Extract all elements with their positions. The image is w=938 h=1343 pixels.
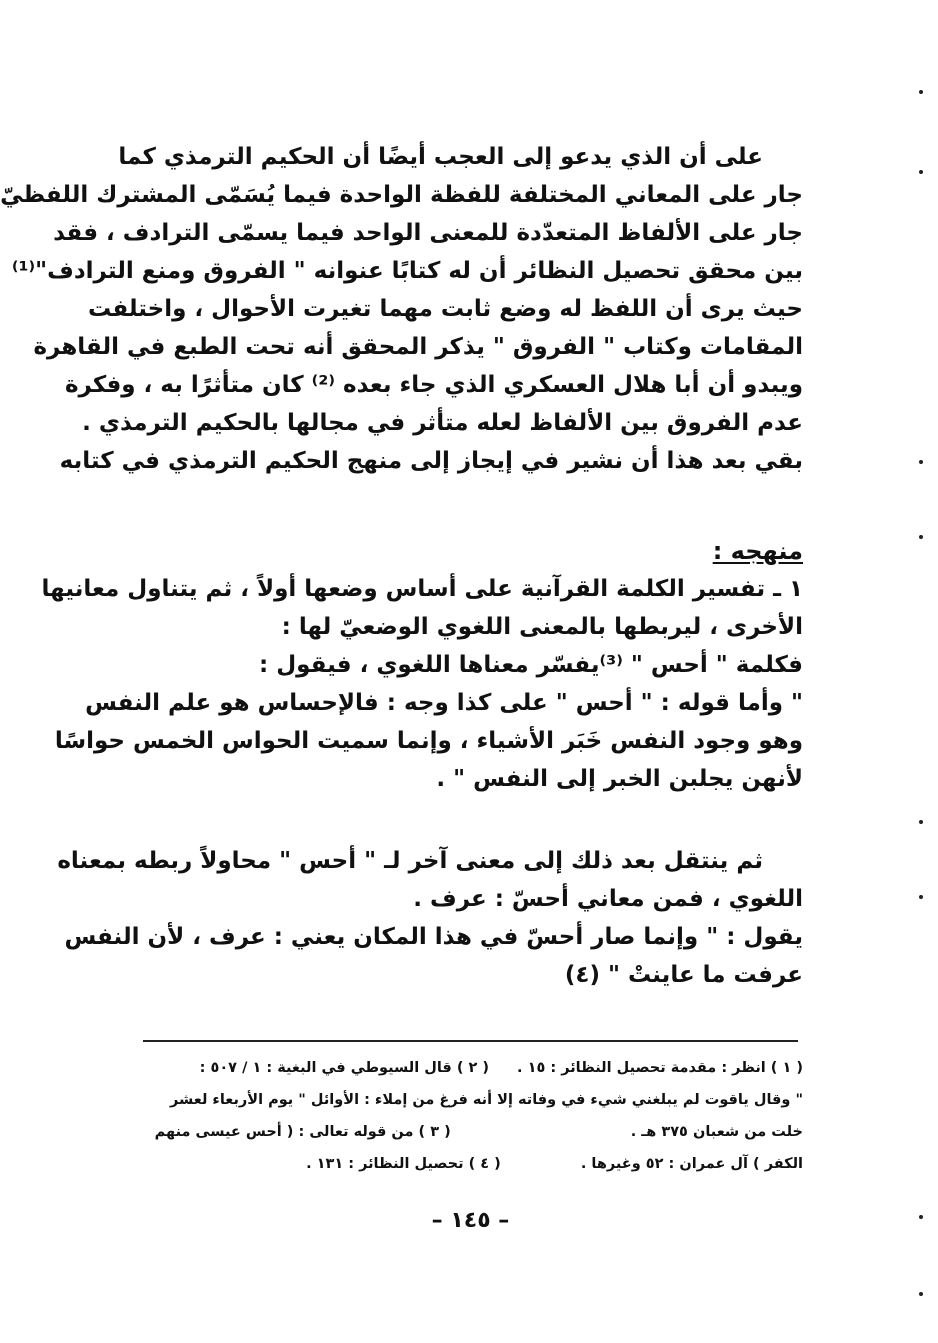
margin-mark bbox=[919, 90, 923, 94]
paragraph-line: بقي بعد هذا أن نشير في إيجاز إلى منهج الحكيم الترمذي في كتابه bbox=[59, 448, 803, 474]
paragraph-line: عدم الفروق بين الألفاظ لعله متأثر في مجالها بالحكيم الترمذي . bbox=[82, 410, 803, 436]
footnote-3: ( ٣ ) من قوله تعالى : ( أحس عيسى منهم bbox=[154, 1124, 451, 1140]
paragraph-line: اللغوي ، فمن معاني أحسّ : عرف . bbox=[413, 886, 803, 912]
footnote-line bbox=[143, 1148, 803, 1180]
paragraph-line: المقامات وكتاب " الفروق " يذكر المحقق أنه تحت الطبع في القاهرة bbox=[33, 334, 803, 360]
footnote-4: ( ٤ ) تحصيل النظائر : ١٣١ . bbox=[306, 1156, 501, 1172]
paragraph-line: على أن الذي يدعو إلى العجب أيضًا أن الحكيم الترمذي كما bbox=[118, 144, 763, 170]
quote-line: وهو وجود النفس خَبَر الأشياء ، وإنما سميت الحواس الخمس حواسًا bbox=[54, 728, 803, 754]
footnote-2-end: خلت من شعبان ٣٧٥ هـ . bbox=[630, 1124, 803, 1140]
paragraph-line: عرفت ما عاينتْ " (٤) bbox=[564, 962, 803, 988]
margin-mark bbox=[919, 1292, 923, 1296]
quote-line: لأنهن يجلبن الخبر إلى النفس " . bbox=[436, 766, 803, 792]
paragraph-line: ويبدو أن أبا هلال العسكري الذي جاء بعده ⁽²⁾ كان متأثرًا به ، وفكرة bbox=[64, 372, 803, 398]
margin-mark bbox=[919, 170, 923, 174]
footnote-separator bbox=[143, 1040, 798, 1042]
footnote-line bbox=[143, 1116, 803, 1148]
paragraph-line: فكلمة " أحس " ⁽³⁾يفسّر معناها اللغوي ، فيقول : bbox=[259, 652, 803, 678]
paragraph-line: بين محقق تحصيل النظائر أن له كتابًا عنوانه " الفروق ومنع الترادف"⁽¹⁾ bbox=[11, 258, 803, 284]
margin-mark bbox=[919, 895, 923, 899]
paragraph-line: ثم ينتقل بعد ذلك إلى معنى آخر لـ " أحس " محاولاً ربطه بمعناه bbox=[57, 848, 763, 874]
footnote-line: " وقال ياقوت لم يبلغني شيء في وفاته إلا أنه فرغ من إملاء : الأوائل " يوم الأربعاء لعشر bbox=[169, 1092, 803, 1108]
paragraph-line: يقول : " وإنما صار أحسّ في هذا المكان يعني : عرف ، لأن النفس bbox=[64, 924, 803, 950]
footnote-1: ( ١ ) انظر : مقدمة تحصيل النظائر : ١٥ . bbox=[517, 1060, 803, 1076]
paragraph-line: ١ ـ تفسير الكلمة القرآنية على أساس وضعها أولاً ، ثم يتناول معانيها bbox=[41, 576, 803, 602]
footnote-3-end: الكفر ) آل عمران : ٥٢ وغيرها . bbox=[580, 1156, 803, 1172]
section-heading: منهجه : bbox=[712, 537, 803, 565]
footnote-2: ( ٢ ) قال السيوطي في البغية : ١ / ٥٠٧ : bbox=[199, 1060, 490, 1076]
paragraph-line: جار على الألفاظ المتعدّدة للمعنى الواحد فيما يسمّى الترادف ، فقد bbox=[53, 220, 803, 246]
page-number: – ١٤٥ – bbox=[431, 1208, 510, 1233]
margin-mark bbox=[919, 535, 923, 539]
quote-line: " وأما قوله : " أحس " على كذا وجه : فالإحساس هو علم النفس bbox=[85, 690, 803, 716]
paragraph-line: حيث يرى أن اللفظ له وضع ثابت مهما تغيرت الأحوال ، واختلفت bbox=[87, 296, 803, 322]
paragraph-line: جار على المعاني المختلفة للفظة الواحدة فيما يُسَمّى المشترك اللفظيّ bbox=[0, 182, 803, 208]
paragraph-line: الأخرى ، ليربطها بالمعنى اللغوي الوضعيّ لها : bbox=[281, 614, 803, 640]
margin-mark bbox=[919, 460, 923, 464]
margin-mark bbox=[919, 820, 923, 824]
footnote-line bbox=[143, 1052, 803, 1084]
